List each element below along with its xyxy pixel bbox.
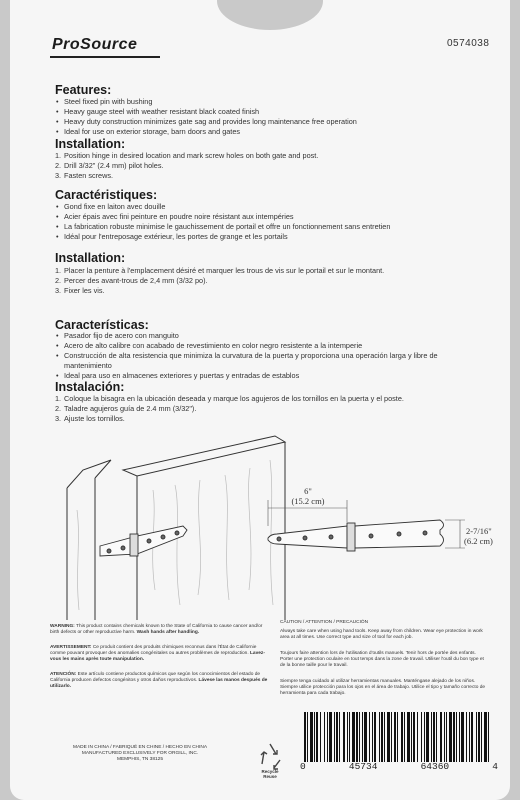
warning-fr: AVERTISSEMENT: Ce produit contient des produits chimiques reconnus dans l'État de Californie comme pouvant provoquer des anomalies congénitales ou autres problèmes de reproduction. Lavez-vous les mains après toute manipulation. xyxy=(50,645,265,663)
features-heading: Features: xyxy=(55,83,112,97)
list-item: • Steel fixed pin with bushing xyxy=(55,97,445,107)
length-metric-label: (15.2 cm) xyxy=(291,496,325,506)
list-item: • Pasador fijo de acero con manguito xyxy=(55,331,445,341)
list-item: 1. Coloque la bisagra en la ubicación deseada y marque los agujeros de los tornillos en la puerta y el poste. xyxy=(55,394,404,403)
list-item: 3. Ajuste los tornillos. xyxy=(55,413,125,423)
installation-fr-heading: Installation: xyxy=(55,251,126,265)
list-item: • Gond fixe en laiton avec douille xyxy=(55,202,445,212)
caracteristiques-heading: Caractéristiques: xyxy=(55,188,158,202)
list-item: 3. Fixer les vis. xyxy=(55,285,105,295)
instalacion-steps xyxy=(55,394,445,424)
packaging-card xyxy=(10,0,510,800)
manufacturer-info: MADE IN CHINA / FABRIQUÉ EN CHINE / HECHO EN CHINA MANUFACTURED EXCLUSIVELY FOR ORGILL, INC. MEMPHIS, TN 38125 xyxy=(72,745,208,763)
reuse-label: Reuse xyxy=(263,774,277,778)
recycle-icon xyxy=(250,738,290,778)
installation-fr-steps xyxy=(55,266,445,296)
list-item: • Heavy gauge steel with weather resistant black coated finish xyxy=(55,107,445,117)
installed-hinge xyxy=(100,526,187,556)
features-list xyxy=(55,97,445,137)
width-label: 2-7/16" xyxy=(466,526,492,536)
caution-fr: Toujours faire attention lors de l'utilisation d'outils manuels. Tenir hors de portée des enfants. Porter une protection oculaire en tout temps dans la zone de travail. Utiliser l'outil du bon type et de la bonne taille pour le travail. xyxy=(280,651,484,669)
list-item: 1. Position hinge in desired location and mark screw holes on both gate and post. xyxy=(55,151,319,160)
list-item: • Acier épais avec fini peinture en poudre noire résistant aux intempéries xyxy=(55,212,445,222)
warning-es: ATENCIÓN: Este artículo contiene productos químicos que según los conocimientos del estado de California producen defectos congénitos y otros daños reproductivos. Lávese las manos después de utilizarlo. xyxy=(50,672,268,690)
installation-heading: Installation: xyxy=(55,137,126,151)
brand-logo: ProSource xyxy=(52,36,138,53)
hang-hole xyxy=(217,0,323,30)
standalone-hinge xyxy=(268,520,444,551)
list-item: • Ideal for use on exterior storage, barn doors and gates xyxy=(55,127,445,137)
recycle-label: Recycle xyxy=(261,769,279,774)
barcode xyxy=(304,712,490,762)
barcode-digits: 0 45734 64360 4 xyxy=(300,761,498,772)
list-item: • Idéal pour l'entreposage extérieur, les portes de grange et les portails xyxy=(55,232,445,242)
list-item: • Construcción de alta resistencia que minimiza la curvatura de la puerta y proporciona una operación larga y libre de mantenimiento xyxy=(55,351,445,371)
installation-steps xyxy=(55,151,445,181)
length-label: 6" xyxy=(304,486,312,496)
width-metric-label: (6.2 cm) xyxy=(464,536,493,546)
hinge-illustration xyxy=(65,430,495,620)
caution-es: Siempre tenga cuidado al utilizar herramientas manuales. Manténgase alejado de los niños. Siempre utilice protección para los ojos en el área de trabajo. Utilice el tipo y tamaño correcto de herramienta para cada trabajo. xyxy=(280,679,486,697)
list-item: 1. Placer la penture à l'emplacement désiré et marquer les trous de vis sur le portail et sur le montant. xyxy=(55,266,385,275)
sku-number: 0574038 xyxy=(447,38,490,49)
caracteristicas-list xyxy=(55,331,445,381)
list-item: 2. Percer des avant-trous de 2,4 mm (3/32 po). xyxy=(55,275,208,285)
list-item: • Heavy duty construction minimizes gate sag and provides long maintenance free operation xyxy=(55,117,445,127)
list-item: • La fabrication robuste minimise le gauchissement de portail et offre un fonctionnement sans entretien xyxy=(55,222,445,232)
warning-en: WARNING: This product contains chemicals known to the State of California to cause cancer and/or birth defects or other reproductive harm. Wash hands after handling. xyxy=(50,624,263,636)
list-item: 2. Taladre agujeros guía de 2.4 mm (3/32"). xyxy=(55,403,197,413)
list-item: 2. Drill 3/32" (2.4 mm) pilot holes. xyxy=(55,160,164,170)
list-item: • Ideal para uso en almacenes exteriores y puertas y entradas de establos xyxy=(55,371,445,381)
caracteristicas-heading: Características: xyxy=(55,318,149,332)
brand-underline xyxy=(50,56,160,58)
caution-title: CAUTION / ATTENTION / PRECAUCIÓN xyxy=(280,620,369,625)
list-item: • Acero de alto calibre con acabado de revestimiento en color negro resistente a la intemperie xyxy=(55,341,445,351)
caracteristiques-list xyxy=(55,202,445,242)
caution-en: Always take care when using hand tools. Keep away from children. Wear eye protection in work area at all times. Use correct type and size of tool for each job. xyxy=(280,629,483,641)
instalacion-heading: Instalación: xyxy=(55,380,125,394)
list-item: 3. Fasten screws. xyxy=(55,170,114,180)
